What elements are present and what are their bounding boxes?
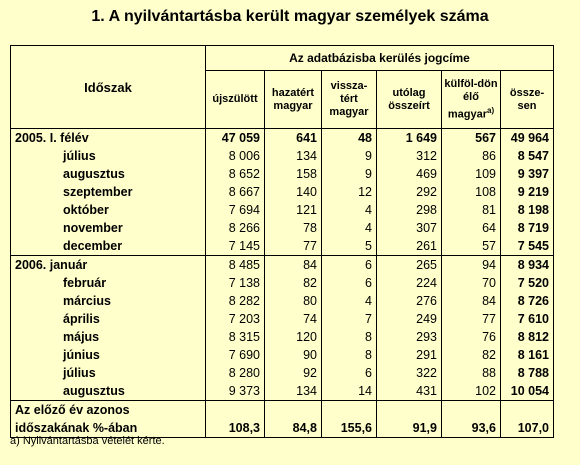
table-row [11, 147, 554, 165]
row-value: 469 [377, 165, 442, 183]
row-value: 8 198 [501, 201, 554, 219]
row-period: 2006. január [11, 256, 206, 275]
row-value: 8 547 [501, 147, 554, 165]
row-value: 8 812 [501, 328, 554, 346]
footnote-marker: a) [487, 105, 495, 115]
row-value: 7 520 [501, 274, 554, 292]
row-value: 47 059 [206, 129, 265, 148]
row-value: 6 [322, 274, 377, 292]
row-value: 8 719 [501, 219, 554, 237]
row-value: 77 [442, 310, 501, 328]
row-value: 8 282 [206, 292, 265, 310]
row-value: 120 [265, 328, 322, 346]
summary-spacer [322, 401, 377, 420]
row-value: 641 [265, 129, 322, 148]
row-value: 9 397 [501, 165, 554, 183]
row-value: 8 726 [501, 292, 554, 310]
row-period: július [11, 364, 206, 382]
summary-value: 84,8 [265, 419, 322, 438]
row-value: 7 138 [206, 274, 265, 292]
row-value: 8 788 [501, 364, 554, 382]
row-value: 64 [442, 219, 501, 237]
summary-value: 108,3 [206, 419, 265, 438]
row-period: április [11, 310, 206, 328]
row-period: november [11, 219, 206, 237]
row-value: 9 219 [501, 183, 554, 201]
row-value: 431 [377, 382, 442, 401]
row-value: 76 [442, 328, 501, 346]
row-value: 307 [377, 219, 442, 237]
row-value: 109 [442, 165, 501, 183]
row-value: 140 [265, 183, 322, 201]
row-value: 81 [442, 201, 501, 219]
row-value: 7 203 [206, 310, 265, 328]
table-row [11, 165, 554, 183]
row-period: július [11, 147, 206, 165]
col-header-kulfoldon-text: külföl-dön élő magyar [444, 77, 498, 121]
col-header-hazatert: hazatért magyar [265, 71, 322, 129]
row-period: március [11, 292, 206, 310]
row-value: 4 [322, 201, 377, 219]
summary-spacer [265, 401, 322, 420]
row-period: augusztus [11, 165, 206, 183]
row-period: augusztus [11, 382, 206, 401]
row-value: 298 [377, 201, 442, 219]
col-header-ujszulott: újszülött [206, 71, 265, 129]
row-value: 261 [377, 237, 442, 256]
row-value: 84 [442, 292, 501, 310]
summary-spacer [377, 401, 442, 420]
row-value: 82 [265, 274, 322, 292]
table-row [11, 237, 554, 256]
row-value: 57 [442, 237, 501, 256]
row-value: 292 [377, 183, 442, 201]
row-value: 7 694 [206, 201, 265, 219]
group-header: Az adatbázisba kerülés jogcíme [206, 46, 554, 71]
row-value: 158 [265, 165, 322, 183]
table-row [11, 346, 554, 364]
row-value: 7 610 [501, 310, 554, 328]
row-value: 4 [322, 292, 377, 310]
row-value: 8 934 [501, 256, 554, 275]
row-value: 8 315 [206, 328, 265, 346]
row-value: 265 [377, 256, 442, 275]
table-row [11, 219, 554, 237]
row-value: 7 545 [501, 237, 554, 256]
row-value: 14 [322, 382, 377, 401]
row-value: 48 [322, 129, 377, 148]
row-value: 70 [442, 274, 501, 292]
row-value: 276 [377, 292, 442, 310]
table-row [11, 274, 554, 292]
row-value: 12 [322, 183, 377, 201]
table-row [11, 310, 554, 328]
row-value: 134 [265, 382, 322, 401]
row-value: 80 [265, 292, 322, 310]
row-value: 77 [265, 237, 322, 256]
row-value: 6 [322, 256, 377, 275]
row-value: 10 054 [501, 382, 554, 401]
summary-label-line2: időszakának %-ában [11, 419, 206, 438]
row-value: 5 [322, 237, 377, 256]
row-value: 8 266 [206, 219, 265, 237]
col-header-osszesen: össze-sen [501, 71, 554, 129]
footnote: a) Nyilvántartásba vételét kérte. [10, 435, 165, 447]
period-header: Időszak [11, 46, 206, 129]
row-value: 6 [322, 364, 377, 382]
row-value: 92 [265, 364, 322, 382]
summary-value: 155,6 [322, 419, 377, 438]
row-value: 82 [442, 346, 501, 364]
table-body [11, 129, 554, 438]
summary-value: 91,9 [377, 419, 442, 438]
col-header-visszatert [322, 71, 377, 129]
summary-spacer [206, 401, 265, 420]
row-period: május [11, 328, 206, 346]
row-period: 2005. I. félév [11, 129, 206, 148]
summary-value: 93,6 [442, 419, 501, 438]
table-row [11, 256, 554, 275]
row-value: 4 [322, 219, 377, 237]
table-row [11, 129, 554, 148]
table-row [11, 201, 554, 219]
row-period: február [11, 274, 206, 292]
row-value: 8 652 [206, 165, 265, 183]
summary-spacer [501, 401, 554, 420]
row-value: 7 690 [206, 346, 265, 364]
row-value: 49 964 [501, 129, 554, 148]
row-value: 134 [265, 147, 322, 165]
row-value: 108 [442, 183, 501, 201]
row-value: 224 [377, 274, 442, 292]
row-value: 8 161 [501, 346, 554, 364]
table-row [11, 292, 554, 310]
table-row [11, 382, 554, 401]
table-row [11, 364, 554, 382]
row-value: 567 [442, 129, 501, 148]
row-value: 121 [265, 201, 322, 219]
row-value: 78 [265, 219, 322, 237]
summary-row [11, 401, 554, 420]
col-header-utolag: utólag összeírt [377, 71, 442, 129]
row-value: 7 145 [206, 237, 265, 256]
row-value: 90 [265, 346, 322, 364]
row-value: 8 280 [206, 364, 265, 382]
row-value: 312 [377, 147, 442, 165]
row-value: 8 485 [206, 256, 265, 275]
data-table [10, 45, 554, 438]
row-value: 8 006 [206, 147, 265, 165]
row-value: 1 649 [377, 129, 442, 148]
row-value: 102 [442, 382, 501, 401]
row-period: október [11, 201, 206, 219]
row-period: június [11, 346, 206, 364]
row-value: 8 667 [206, 183, 265, 201]
summary-label-line1: Az előző év azonos [11, 401, 206, 420]
row-value: 9 373 [206, 382, 265, 401]
row-value: 8 [322, 328, 377, 346]
row-value: 8 [322, 346, 377, 364]
row-value: 86 [442, 147, 501, 165]
row-value: 322 [377, 364, 442, 382]
row-value: 88 [442, 364, 501, 382]
row-period: december [11, 237, 206, 256]
table-row [11, 183, 554, 201]
col-header-visszatert-text: vissza-tért magyar [329, 80, 369, 118]
row-value: 293 [377, 328, 442, 346]
table-row [11, 328, 554, 346]
col-header-kulfoldon [442, 71, 501, 129]
row-value: 94 [442, 256, 501, 275]
row-value: 84 [265, 256, 322, 275]
table-title: 1. A nyilvántartásba került magyar személyek száma [91, 8, 489, 25]
row-value: 9 [322, 165, 377, 183]
row-value: 249 [377, 310, 442, 328]
summary-value: 107,0 [501, 419, 554, 438]
row-value: 9 [322, 147, 377, 165]
row-period: szeptember [11, 183, 206, 201]
row-value: 7 [322, 310, 377, 328]
summary-spacer [442, 401, 501, 420]
row-value: 74 [265, 310, 322, 328]
row-value: 291 [377, 346, 442, 364]
